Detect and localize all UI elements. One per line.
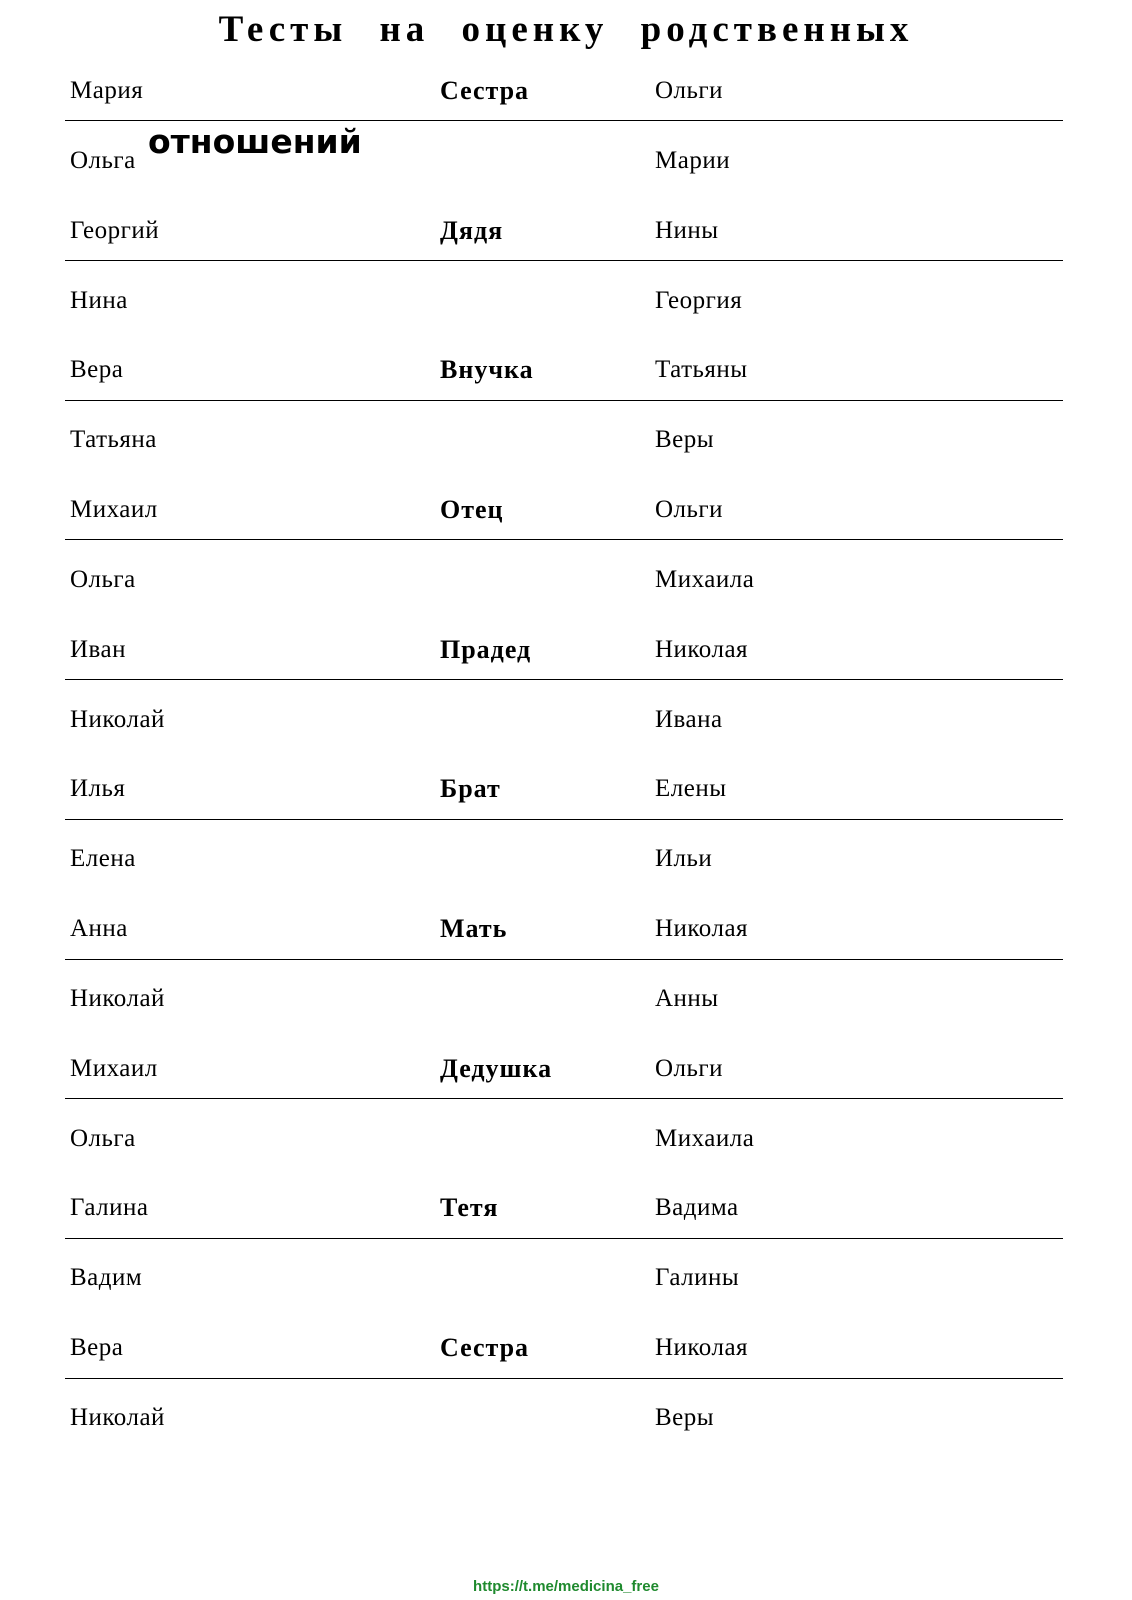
relation-term: Сестра [440, 1333, 530, 1362]
relative-name: Ольга [70, 566, 136, 593]
relative-name: Николай [70, 985, 165, 1012]
relative-of-name: Ольги [655, 1055, 724, 1082]
relative-name: Галина [70, 1194, 149, 1221]
relation-term: Дядя [440, 216, 504, 245]
relative-of-name: Вадима [655, 1194, 739, 1221]
row-divider [65, 819, 1063, 820]
relative-name: Мария [70, 77, 144, 104]
relative-name: Николай [70, 706, 165, 733]
page-title: Тесты на оценку родственных [218, 9, 914, 50]
relative-name: Нина [70, 287, 128, 314]
relation-term: Тетя [440, 1193, 499, 1222]
relative-of-name: Георгия [655, 287, 743, 314]
relative-of-name: Николая [655, 636, 749, 663]
relative-name: Елена [70, 845, 136, 872]
relation-term: Дедушка [440, 1054, 553, 1083]
relative-of-name: Михаила [655, 566, 755, 593]
relative-of-name: Михаила [655, 1125, 755, 1152]
relative-of-name: Марии [655, 147, 731, 174]
row-divider [65, 959, 1063, 960]
relative-of-name: Анны [655, 985, 719, 1012]
row-divider [65, 1378, 1063, 1379]
relative-of-name: Ивана [655, 706, 723, 733]
row-divider [65, 539, 1063, 540]
relation-term: Прадед [440, 635, 532, 664]
relative-name: Георгий [70, 217, 160, 244]
relative-of-name: Веры [655, 426, 715, 453]
relative-name: Илья [70, 775, 126, 802]
relative-of-name: Николая [655, 1334, 749, 1361]
relative-name: Иван [70, 636, 127, 663]
relation-term: Брат [440, 774, 501, 803]
row-divider [65, 120, 1063, 121]
footer-link[interactable]: https://t.me/medicina_free [473, 1578, 659, 1595]
relative-name: Татьяна [70, 426, 157, 453]
relative-of-name: Галины [655, 1264, 740, 1291]
relation-term: Внучка [440, 355, 534, 384]
relative-of-name: Веры [655, 1404, 715, 1431]
row-divider [65, 260, 1063, 261]
relative-name: Вадим [70, 1264, 143, 1291]
row-divider [65, 400, 1063, 401]
row-divider [65, 679, 1063, 680]
relative-name: Ольга [70, 1125, 136, 1152]
relative-name: Михаил [70, 496, 158, 523]
row-divider [65, 1238, 1063, 1239]
relative-of-name: Татьяны [655, 356, 748, 383]
relative-of-name: Ольги [655, 496, 724, 523]
relative-of-name: Ольги [655, 77, 724, 104]
relation-term: Мать [440, 914, 508, 943]
relative-of-name: Нины [655, 217, 719, 244]
relative-name: Николай [70, 1404, 165, 1431]
relation-term: Отец [440, 495, 504, 524]
relative-name: Вера [70, 356, 124, 383]
page-subtitle: отношений [148, 122, 362, 161]
relative-name: Ольга [70, 147, 136, 174]
relation-term: Сестра [440, 76, 530, 105]
relative-name: Михаил [70, 1055, 158, 1082]
relative-of-name: Елены [655, 775, 727, 802]
relative-name: Вера [70, 1334, 124, 1361]
relative-of-name: Ильи [655, 845, 713, 872]
relative-name: Анна [70, 915, 128, 942]
relative-of-name: Николая [655, 915, 749, 942]
row-divider [65, 1098, 1063, 1099]
